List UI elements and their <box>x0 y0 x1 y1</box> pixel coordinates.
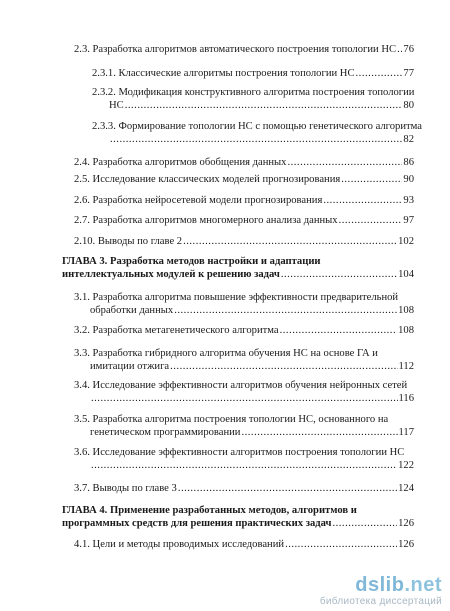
toc-entry-3-6-line1: 3.6. Исследование эффективности алгоритмов построения топологии НС <box>74 447 405 458</box>
watermark-logo <box>320 575 442 595</box>
toc-entry-title: НС <box>109 100 124 111</box>
toc-entry-3-3 <box>90 360 414 373</box>
toc-page-number: 86 <box>403 157 414 168</box>
toc-entry-title: 2.3.1. Классические алгоритмы построения топологии НС <box>92 68 355 79</box>
toc-entry-3-1 <box>90 304 414 317</box>
toc-entry-title: программных средств для решения практических задач <box>62 518 332 529</box>
toc-entry-title: 4.1. Цели и методы проводимых исследований <box>74 539 285 550</box>
toc-leader-dots <box>178 482 397 495</box>
toc-page-number: 90 <box>403 174 414 185</box>
toc-chapter-4-line1: ГЛАВА 4. Применение разработанных методов, алгоритмов и <box>62 505 357 516</box>
toc-entry-3-5 <box>90 426 414 439</box>
toc-entry-title: 2.7. Разработка алгоритмов многомерного анализа данных <box>74 215 338 226</box>
toc-page-number: 112 <box>398 361 414 372</box>
toc-page-number: 104 <box>398 269 414 280</box>
toc-page-number: 80 <box>403 100 414 111</box>
toc-page-number: 93 <box>403 195 414 206</box>
toc-entry-2-3 <box>74 43 414 56</box>
toc-leader-dots <box>356 67 403 80</box>
toc-page-number: 122 <box>398 460 414 471</box>
toc-entry-title: 2.3. Разработка алгоритмов автоматического построения топологии НС <box>74 44 397 55</box>
toc-entry-title: 2.5. Исследование классических моделей прогнозирования <box>74 174 341 185</box>
toc-page-number: 102 <box>398 236 414 247</box>
toc-entry-title: 3.2. Разработка метагенетического алгоритма <box>74 325 279 336</box>
toc-leader-dots <box>183 235 397 248</box>
toc-leader-dots <box>125 99 403 112</box>
toc-leader-dots <box>285 538 397 551</box>
toc-chapter-3 <box>62 268 414 281</box>
toc-entry-2-10 <box>74 235 414 248</box>
toc-leader-dots <box>91 392 398 405</box>
toc-page-number: 108 <box>398 325 414 336</box>
toc-page-number: 108 <box>398 305 414 316</box>
toc-entry-2-5 <box>74 173 414 186</box>
toc-entry-2-7 <box>74 214 414 227</box>
toc-entry-2-6 <box>74 194 414 207</box>
toc-entry-2-3-2 <box>109 99 414 112</box>
toc-leader-dots <box>332 517 397 530</box>
toc-leader-dots <box>170 360 397 373</box>
toc-page-number: 97 <box>403 215 414 226</box>
toc-entry-2-3-3 <box>109 133 414 146</box>
toc-page-number: 77 <box>403 68 414 79</box>
toc-entry-title: 2.6. Разработка нейросетевой модели прогнозирования <box>74 195 323 206</box>
toc-leader-dots <box>281 268 397 281</box>
toc-entry-2-3-2-line1: 2.3.2. Модификация конструктивного алгоритма построения топологии <box>92 87 415 98</box>
toc-page-number: 126 <box>398 518 414 529</box>
toc-entry-title: интеллектуальных модулей к решению задач <box>62 269 280 280</box>
watermark-logo-main: dslib <box>355 574 405 596</box>
toc-leader-dots <box>323 194 402 207</box>
toc-leader-dots <box>174 304 397 317</box>
toc-leader-dots <box>91 459 397 472</box>
toc-entry-3-4-line1: 3.4. Исследование эффективности алгоритмов обучения нейронных сетей <box>74 380 408 391</box>
toc-entry-title: 2.10. Выводы по главе 2 <box>74 236 183 247</box>
toc-leader-dots <box>397 43 402 56</box>
toc-entry-2-3-1 <box>92 67 414 80</box>
toc-leader-dots <box>287 156 402 169</box>
toc-entry-title: 3.7. Выводы по главе 3 <box>74 483 177 494</box>
toc-page-number: 82 <box>403 134 414 145</box>
toc-entry-2-4 <box>74 156 414 169</box>
toc-page-number: 124 <box>398 483 414 494</box>
toc-entry-3-3-line1: 3.3. Разработка гибридного алгоритма обучения НС на основе ГА и <box>74 348 378 359</box>
toc-entry-3-6 <box>90 459 414 472</box>
toc-leader-dots <box>339 214 403 227</box>
toc-entry-title: 2.4. Разработка алгоритмов обобщения данных <box>74 157 287 168</box>
toc-entry-2-3-3-line1: 2.3.3. Формирование топологии НС с помощью генетического алгоритма <box>92 121 422 132</box>
toc-entry-3-4 <box>90 392 414 405</box>
toc-leader-dots <box>110 133 402 146</box>
toc-entry-3-5-line1: 3.5. Разработка алгоритма построения топологии НС, основанного на <box>74 414 389 425</box>
toc-page-number: 117 <box>398 427 414 438</box>
toc-leader-dots <box>341 173 402 186</box>
dslib-watermark <box>320 575 442 607</box>
toc-entry-title: обработки данных <box>90 305 174 316</box>
toc-page-number: 116 <box>398 393 414 404</box>
watermark-subtitle: библиотека диссертаций <box>319 596 442 607</box>
toc-leader-dots <box>280 324 398 337</box>
toc-chapter-4 <box>62 517 414 530</box>
toc-entry-title: имитации отжига <box>90 361 170 372</box>
toc-chapter-3-line1: ГЛАВА 3. Разработка методов настройки и адаптации <box>62 256 321 267</box>
watermark-logo-tld: .net <box>404 574 442 596</box>
toc-entry-3-2 <box>74 324 414 337</box>
toc-page-number: 126 <box>398 539 414 550</box>
toc-leader-dots <box>241 426 397 439</box>
toc-entry-title: генетическом программировании <box>90 427 241 438</box>
toc-page-number: 76 <box>403 44 414 55</box>
toc-entry-3-1-line1: 3.1. Разработка алгоритма повышение эффективности предварительной <box>74 292 399 303</box>
toc-entry-4-1 <box>74 538 414 551</box>
toc-entry-3-7 <box>74 482 414 495</box>
